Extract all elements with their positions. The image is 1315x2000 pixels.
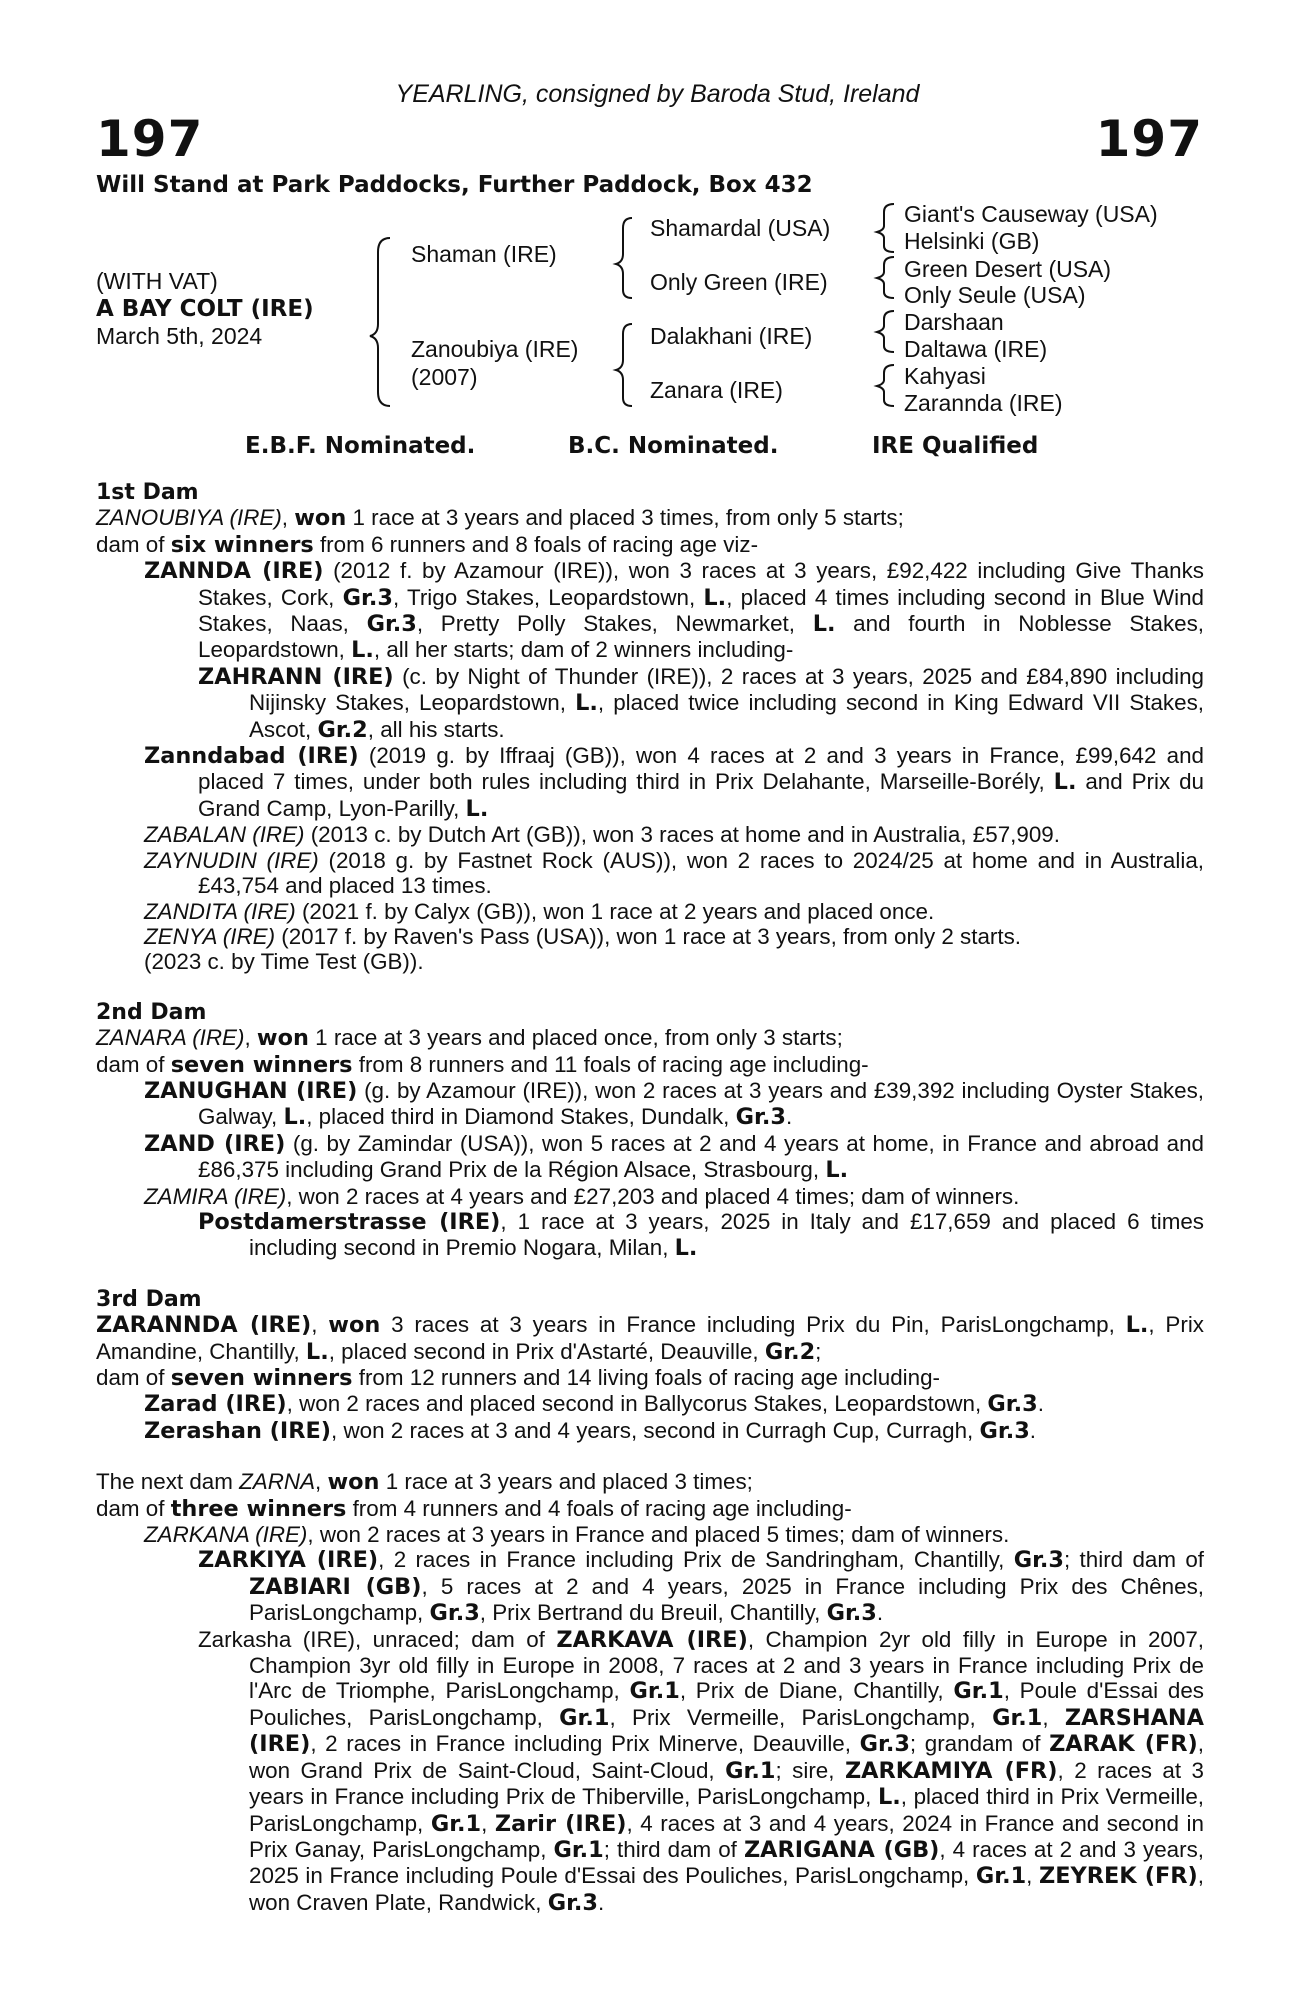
produce-entry: Postdamerstrasse (IRE), 1 race at 3 years, 2025 in Italy and £17,659 and placed 6 times including second in Premio Nogara, Milan, L. <box>198 1208 1204 1262</box>
dam: Zanoubiya (IRE) <box>411 336 579 362</box>
sss: Giant's Causeway (USA) <box>904 201 1158 227</box>
produce-entry: ZANDITA (IRE) (2021 f. by Calyx (GB)), won 1 race at 2 years and placed once. <box>144 898 935 924</box>
produce-entry: ZAYNUDIN (IRE) (2018 g. by Fastnet Rock (AUS)), won 2 races to 2024/25 at home and in Australia, £43,754 and placed 13 times. <box>144 847 1204 899</box>
next-dam-record: The next dam ZARNA, won 1 race at 3 years and placed 3 times; <box>96 1469 753 1496</box>
first-dam-record: ZANOUBIYA (IRE), won 1 race at 3 years and placed 3 times, from only 5 starts; <box>96 505 904 532</box>
produce-entry: ZANNDA (IRE) (2012 f. by Azamour (IRE)), won 3 races at 3 years, £92,422 including Give Thanks Stakes, Cork, Gr.3, Trigo Stakes, Leopardstown, L., placed 4 times including second in Blue Wind Stakes, Naas, Gr.3, Pretty Polly Stakes, Newmarket, L. and fourth in Noblesse Stakes, Leopardstown, L., all her starts; dam of 2 winners including- <box>144 558 1205 664</box>
dam-year: (2007) <box>411 364 478 390</box>
third-dam-record: ZARANNDA (IRE), won 3 races at 3 years in France including Prix du Pin, ParisLongchamp, L., Prix Amandine, Chantilly, L., placed second in Prix d'Astarté, Deauville, Gr.2; <box>96 1312 1204 1365</box>
ddd: Zarannda (IRE) <box>904 390 1063 416</box>
produce-entry: ZANUGHAN (IRE) (g. by Azamour (IRE)), won 2 races at 3 years and £39,392 including Oyster Stakes, Galway, L., placed third in Diamond Stakes, Dundalk, Gr.3. <box>144 1077 1204 1131</box>
dsd: Daltawa (IRE) <box>904 336 1048 362</box>
dam-dam: Zanara (IRE) <box>650 377 783 403</box>
next-dam-produce: dam of three winners from 4 runners and 4 foals of racing age including- <box>96 1495 852 1522</box>
ebf-nominated: E.B.F. Nominated. <box>245 433 476 459</box>
produce-entry: ZABALAN (IRE) (2013 c. by Dutch Art (GB)), won 3 races at home and in Australia, £57,909. <box>144 822 1060 848</box>
vat-note: (WITH VAT) <box>96 268 218 294</box>
lot-number-right: 197 <box>1095 110 1203 168</box>
produce-entry: ZAND (IRE) (g. by Zamindar (USA)), won 5 races at 2 and 4 years at home, in France and abroad and £86,375 including Grand Prix de la Région Alsace, Strasbourg, L. <box>144 1130 1204 1184</box>
first-dam-heading: 1st Dam <box>96 480 199 505</box>
produce-entry: Zarkasha (IRE), unraced; dam of ZARKAVA (IRE), Champion 2yr old filly in Europe in 2007, Champion 3yr old filly in Europe in 2008, 7 races at 2 and 3 years in France including Prix de l'Arc de Triomphe, ParisLongchamp, Gr.1, Prix de Diane, Chantilly, Gr.1, Poule d'Essai des Pouliches, ParisLongchamp, Gr.1, Prix Vermeille, ParisLongchamp, Gr.1, ZARSHANA (IRE), 2 races in France including Prix Minerve, Deauville, Gr.3; grandam of ZARAK (FR), won Grand Prix de Saint-Cloud, Saint-Cloud, Gr.1; sire, ZARKAMIYA (FR), 2 races at 3 years in France including Prix de Thiberville, ParisLongchamp, L., placed third in Prix Vermeille, ParisLongchamp, Gr.1, Zarir (IRE), 4 races at 3 and 4 years, 2024 in France and second in Prix Ganay, ParisLongchamp, Gr.1; third dam of ZARIGANA (GB), 4 races at 2 and 3 years, 2025 in France including Poule d'Essai des Pouliches, ParisLongchamp, Gr.1, ZEYREK (FR), won Craven Plate, Randwick, Gr.3. <box>198 1626 1205 1916</box>
dam-sire: Dalakhani (IRE) <box>650 323 813 349</box>
produce-entry: ZAMIRA (IRE), won 2 races at 4 years and £27,203 and placed 4 times; dam of winners. <box>144 1183 1020 1209</box>
sds: Green Desert (USA) <box>904 256 1112 282</box>
lot-number-left: 197 <box>96 110 204 168</box>
produce-entry: Zarad (IRE), won 2 races and placed second in Ballycorus Stakes, Leopardstown, Gr.3. <box>144 1391 1044 1418</box>
stand-location: Will Stand at Park Paddocks, Further Paddock, Box 432 <box>96 172 813 198</box>
sire-sire: Shamardal (USA) <box>650 215 831 241</box>
third-dam-produce: dam of seven winners from 12 runners and 14 living foals of racing age including- <box>96 1365 940 1391</box>
ire-qualified: IRE Qualified <box>872 433 1039 459</box>
third-dam-heading: 3rd Dam <box>96 1286 202 1312</box>
race-record <box>96 480 1204 1916</box>
horse-name: A BAY COLT (IRE) <box>96 296 314 322</box>
produce-entry: Zanndabad (IRE) (2019 g. by Iffraaj (GB)), won 4 races at 2 and 3 years in France, £99,642 and placed 7 times, under both rules including third in Prix Delahante, Marseille-Borély, L. and Prix du Grand Camp, Lyon-Parilly, L. <box>144 743 1204 822</box>
second-dam-produce: dam of seven winners from 8 runners and 11 foals of racing age including- <box>96 1051 869 1078</box>
foaling-date: March 5th, 2024 <box>96 323 263 349</box>
bc-nominated: B.C. Nominated. <box>568 433 779 459</box>
produce-entry: ZARKANA (IRE), won 2 races at 3 years in France and placed 5 times; dam of winners. <box>144 1522 1010 1548</box>
second-dam-heading: 2nd Dam <box>96 999 207 1025</box>
produce-entry: ZARKIYA (IRE), 2 races in France including Prix de Sandringham, Chantilly, Gr.3; third dam of ZABIARI (GB), 5 races at 2 and 4 years, 2025 in France including Prix des Chênes, ParisLongchamp, Gr.3, Prix Bertrand du Breuil, Chantilly, Gr.3. <box>198 1547 1205 1627</box>
dss: Darshaan <box>904 309 1004 335</box>
sire: Shaman (IRE) <box>411 241 557 267</box>
dds: Kahyasi <box>904 363 986 389</box>
ssd: Helsinki (GB) <box>904 228 1040 254</box>
produce-entry: ZENYA (IRE) (2017 f. by Raven's Pass (USA)), won 1 race at 3 years, from only 2 starts. <box>144 923 1021 949</box>
second-dam-record: ZANARA (IRE), won 1 race at 3 years and placed once, from only 3 starts; <box>96 1025 843 1052</box>
first-dam-produce: dam of six winners from 6 runners and 8 foals of racing age viz- <box>96 531 759 558</box>
produce-entry: Zerashan (IRE), won 2 races at 3 and 4 years, second in Curragh Cup, Curragh, Gr.3. <box>144 1417 1037 1444</box>
sire-dam: Only Green (IRE) <box>650 269 828 295</box>
sdd: Only Seule (USA) <box>904 282 1086 308</box>
consignment-line: YEARLING, consigned by Baroda Stud, Ireland <box>395 80 920 108</box>
produce-entry: (2023 c. by Time Test (GB)). <box>144 949 424 975</box>
produce-entry: ZAHRANN (IRE) (c. by Night of Thunder (IRE)), 2 races at 3 years, 2025 and £84,890 including Nijinsky Stakes, Leopardstown, L., placed twice including second in King Edward VII Stakes, Ascot, Gr.2, all his starts. <box>198 663 1204 743</box>
